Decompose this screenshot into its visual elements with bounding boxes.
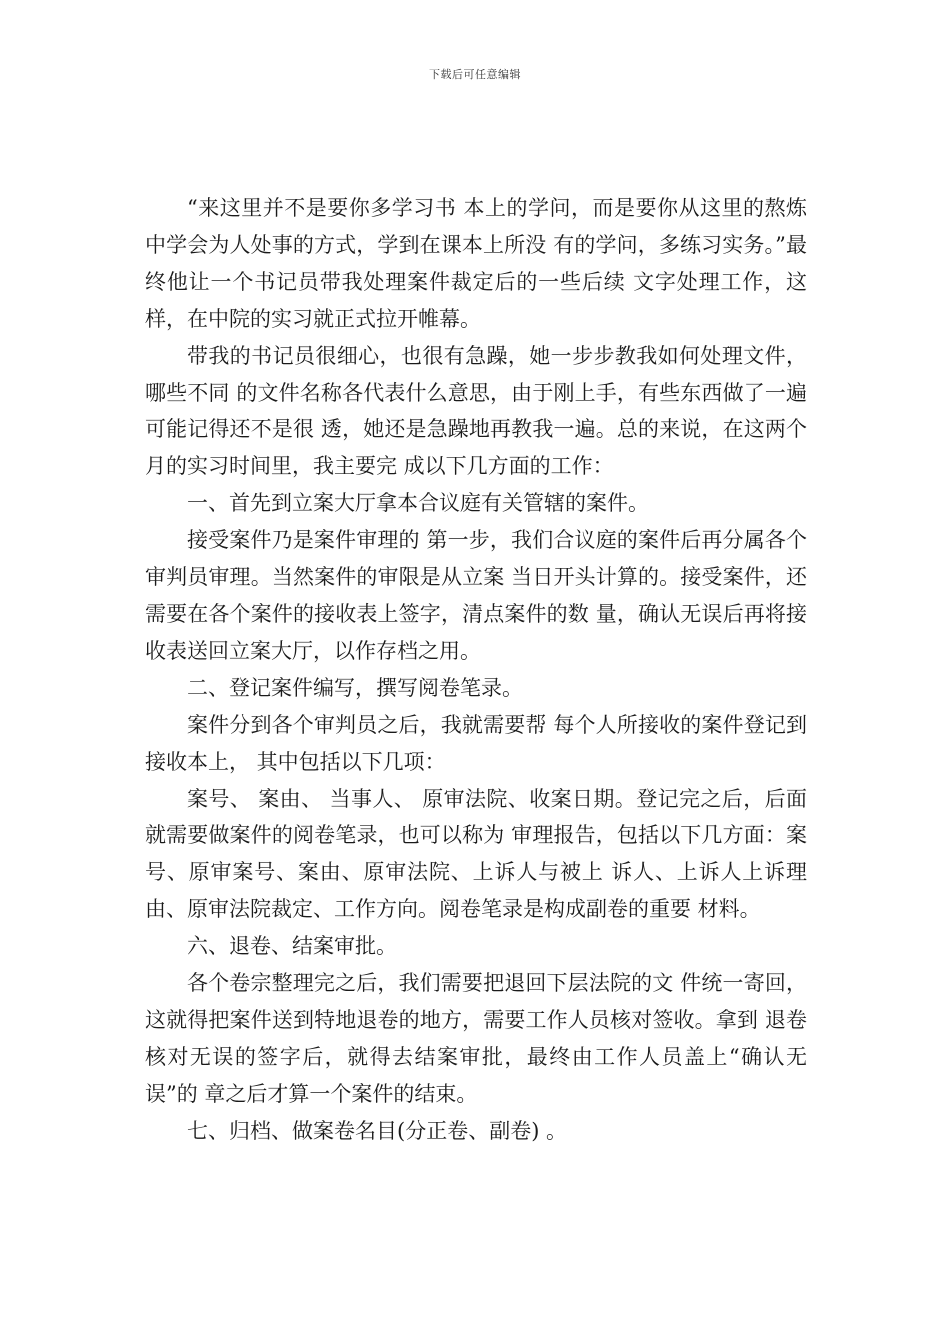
document-body	[145, 190, 807, 1150]
paragraph-file-return: 各个卷宗整理完之后，我们需要把退回下层法院的文 件统一寄回，这就得把案件送到特地退卷的地方，需要工作人员核对签收。拿到 退卷核对无误的签字后，就得去结案审批，最终由工作人员盖上“确认无误”的 章之后才算一个案件的结束。	[145, 971, 807, 1106]
paragraph-review-notes: 案号、 案由、 当事人、 原审法院、收案日期。登记完之后，后面就需要做案件的阅卷笔录，也可以称为 审理报告，包括以下几方面：案号、原审案号、案由、原审法院、上诉人与被上 诉人、上诉人上诉理由、原审法院裁定、工作方向。阅卷笔录是构成副卷的重要 材料。	[145, 786, 807, 922]
section-heading-2: 二、登记案件编写，撰写阅卷笔录。	[187, 675, 523, 700]
page-header-note: 下载后可任意编辑	[429, 68, 521, 81]
paragraph-case-registration: 案件分到各个审判员之后，我就需要帮 每个人所接收的案件登记到接收本上， 其中包括以下几项：	[145, 712, 807, 774]
section-heading-7: 七、归档、做案卷名目(分正卷、副卷) 。	[187, 1118, 568, 1143]
section-heading-6: 六、退卷、结案审批。	[187, 934, 397, 959]
section-heading-1: 一、首先到立案大厅拿本合议庭有关管辖的案件。	[187, 491, 649, 516]
paragraph-intro-quote: “来这里并不是要你多学习书 本上的学问，而是要你从这里的熬炼中学会为人处事的方式，学到在课本上所没 有的学问，多练习实务。”最终他让一个书记员带我处理案件裁定后的一些后续 文字处理工作，这样，在中院的实习就正式拉开帷幕。	[145, 196, 807, 331]
paragraph-case-intake: 接受案件乃是案件审理的 第一步，我们合议庭的案件后再分属各个审判员审理。当然案件的审限是从立案 当日开头计算的。接受案件，还需要在各个案件的接收表上签字，清点案件的数 量，确认无误后再将接收表送回立案大厅，以作存档之用。	[145, 528, 807, 663]
paragraph-clerk-guidance: 带我的书记员很细心，也很有急躁，她一步步教我如何处理文件，哪些不同 的文件名称各代表什么意思，由于刚上手，有些东西做了一遍可能记得还不是很 透，她还是急躁地再教我一遍。总的来说，在这两个月的实习时间里，我主要完 成以下几方面的工作：	[145, 343, 807, 479]
